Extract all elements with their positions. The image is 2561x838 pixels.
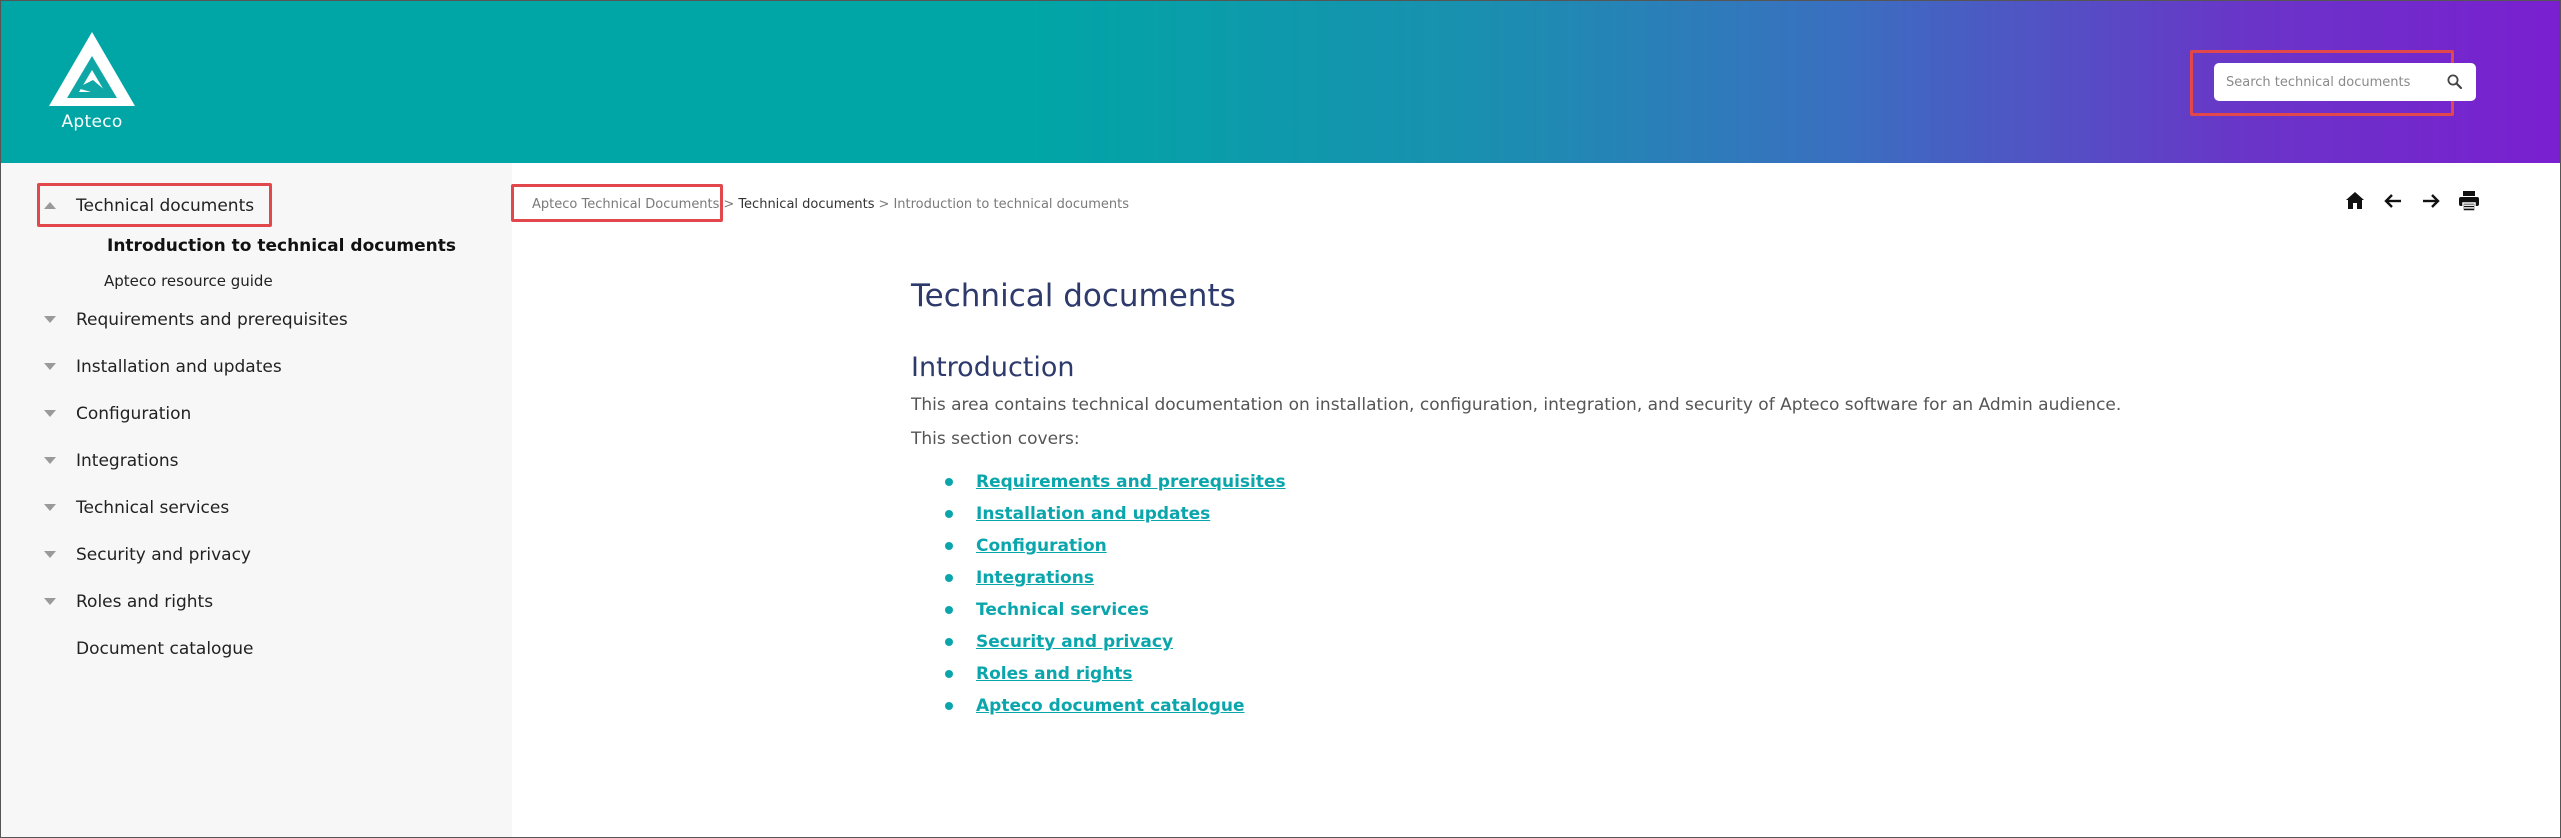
bullet-icon xyxy=(945,574,953,582)
caret-down-icon[interactable] xyxy=(44,551,56,558)
bullet-icon xyxy=(945,542,953,550)
caret-down-icon[interactable] xyxy=(44,457,56,464)
bullet-icon xyxy=(945,478,953,486)
breadcrumb xyxy=(532,194,1129,214)
bullet-icon xyxy=(945,510,953,518)
bullet-icon xyxy=(945,606,953,614)
caret-down-icon[interactable] xyxy=(44,598,56,605)
sidebar-item-technical-documents[interactable] xyxy=(0,191,500,221)
sidebar-item-installation[interactable] xyxy=(0,352,500,382)
sidebar-subitem-introduction[interactable]: Introduction to technical documents xyxy=(107,236,457,256)
forward-arrow-icon[interactable] xyxy=(2418,188,2444,214)
print-icon[interactable] xyxy=(2456,188,2482,214)
bullet-icon xyxy=(945,670,953,678)
sidebar-item-technical-services[interactable] xyxy=(0,493,500,523)
breadcrumb-item-current: Introduction to technical documents xyxy=(893,196,1130,212)
sidebar-item-label: Document catalogue xyxy=(76,639,254,659)
sidebar-item-roles[interactable] xyxy=(0,587,500,617)
link-document-catalogue[interactable]: Apteco document catalogue xyxy=(976,696,1245,716)
caret-down-icon[interactable] xyxy=(44,316,56,323)
page-title: Technical documents xyxy=(911,278,1236,314)
link-requirements[interactable]: Requirements and prerequisites xyxy=(976,472,1286,492)
sidebar-item-label: Integrations xyxy=(76,451,179,471)
sidebar-item-configuration[interactable] xyxy=(0,399,500,429)
sidebar-item-security[interactable] xyxy=(0,540,500,570)
link-configuration[interactable]: Configuration xyxy=(976,536,1107,556)
caret-down-icon[interactable] xyxy=(44,504,56,511)
search-input[interactable] xyxy=(2214,63,2446,101)
intro-paragraph: This area contains technical documentation on installation, configuration, integration, and security of Apteco software for an Admin audience. xyxy=(911,395,2122,415)
breadcrumb-item-section[interactable]: Technical documents xyxy=(738,196,875,212)
sidebar-item-label: Roles and rights xyxy=(76,592,214,612)
covers-label: This section covers: xyxy=(911,429,1080,449)
link-installation[interactable]: Installation and updates xyxy=(976,504,1211,524)
search-box[interactable] xyxy=(2214,63,2476,101)
breadcrumb-separator: > xyxy=(723,196,735,212)
sidebar-item-integrations[interactable] xyxy=(0,446,500,476)
caret-down-icon[interactable] xyxy=(44,363,56,370)
link-security[interactable]: Security and privacy xyxy=(976,632,1174,652)
caret-down-icon[interactable] xyxy=(44,410,56,417)
sidebar-item-document-catalogue[interactable] xyxy=(0,634,500,664)
breadcrumb-separator: > xyxy=(878,196,890,212)
link-integrations[interactable]: Integrations xyxy=(976,568,1094,588)
sidebar-item-label: Technical services xyxy=(76,498,230,518)
bullet-icon xyxy=(945,702,953,710)
sidebar-item-label: Requirements and prerequisites xyxy=(76,310,348,330)
sidebar-item-label: Configuration xyxy=(76,404,192,424)
link-roles[interactable]: Roles and rights xyxy=(976,664,1133,684)
bullet-icon xyxy=(945,638,953,646)
site-header xyxy=(0,0,2561,163)
logo-text: Apteco xyxy=(61,112,123,132)
caret-up-icon[interactable] xyxy=(44,202,56,209)
search-icon[interactable] xyxy=(2446,73,2464,91)
sidebar-item-label: Installation and updates xyxy=(76,357,282,377)
sidebar-subitem-resource-guide[interactable]: Apteco resource guide xyxy=(104,272,273,290)
section-heading: Introduction xyxy=(911,352,1075,383)
sidebar-item-requirements[interactable] xyxy=(0,305,500,335)
apteco-logo[interactable] xyxy=(47,30,137,135)
home-icon[interactable] xyxy=(2342,188,2368,214)
link-technical-services[interactable]: Technical services xyxy=(976,600,1149,620)
sidebar-item-label: Security and privacy xyxy=(76,545,251,565)
breadcrumb-item-root[interactable]: Apteco Technical Documents xyxy=(532,196,720,212)
sidebar-item-label: Technical documents xyxy=(76,196,255,216)
back-arrow-icon[interactable] xyxy=(2380,188,2406,214)
apteco-logo-icon xyxy=(47,30,137,112)
